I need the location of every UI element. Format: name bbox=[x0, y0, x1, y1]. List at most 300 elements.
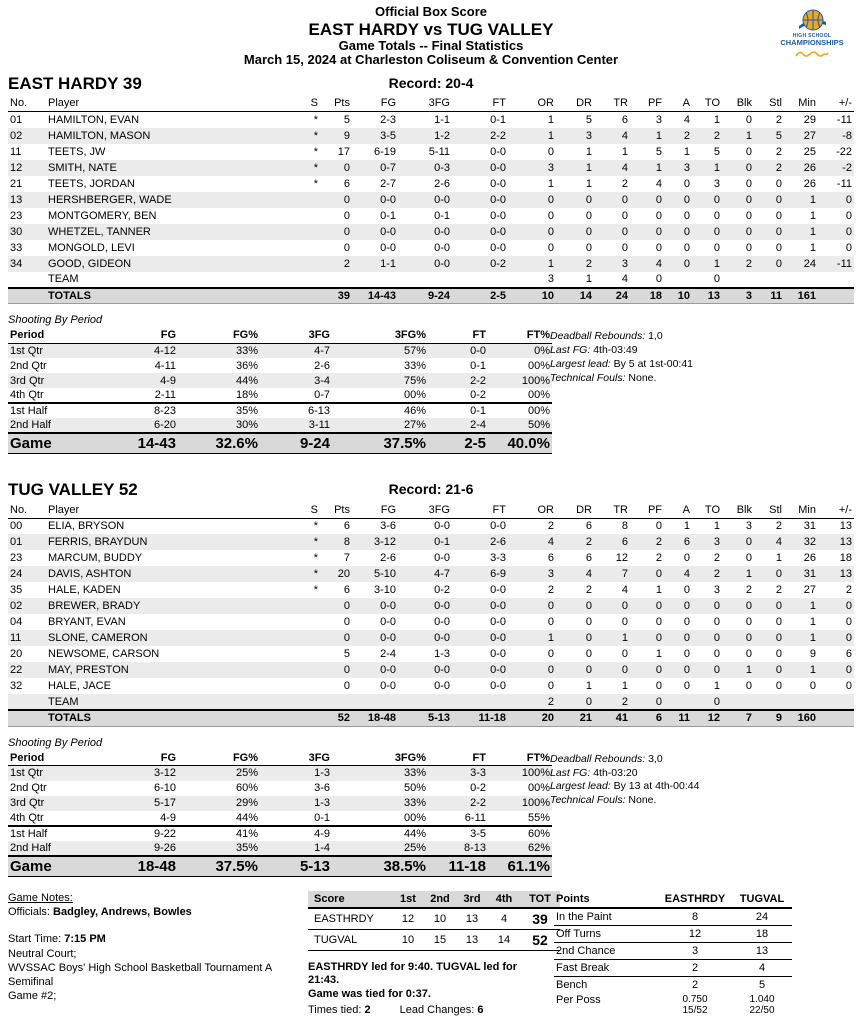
matchup-title: EAST HARDY vs TUG VALLEY bbox=[308, 19, 554, 39]
tug-valley-heading bbox=[8, 480, 854, 502]
cell: 0 bbox=[713, 616, 720, 629]
cell: 00% bbox=[527, 389, 550, 402]
cell: 2 bbox=[713, 552, 720, 565]
cell: 0-0 bbox=[490, 193, 506, 206]
cell bbox=[300, 614, 320, 630]
cell: 0 bbox=[585, 600, 592, 613]
note-line bbox=[550, 372, 693, 386]
tug-valley-shooting-table bbox=[8, 751, 552, 877]
player-row bbox=[8, 224, 854, 240]
cell bbox=[8, 694, 42, 710]
cell: NEWSOME, CARSON bbox=[48, 648, 160, 661]
column-header: OR bbox=[537, 503, 554, 516]
cell: 0-0 bbox=[380, 193, 396, 206]
cell: 0-0 bbox=[490, 584, 506, 597]
player-row bbox=[8, 240, 854, 256]
note-value: None. bbox=[628, 794, 657, 807]
cell: 0 bbox=[745, 209, 752, 222]
cell: 10 bbox=[541, 289, 554, 302]
shooting-by-period-title: Shooting By Period bbox=[8, 736, 103, 749]
cell: 100% bbox=[521, 767, 550, 780]
cell: 20 bbox=[10, 648, 23, 661]
cell: 0 bbox=[775, 241, 782, 254]
tournament-line: WVSSAC Boys' High School Basketball Tournament A Semifinal bbox=[8, 961, 272, 989]
cell: 27% bbox=[403, 419, 426, 432]
player-row bbox=[8, 678, 854, 694]
cell: 25% bbox=[235, 767, 258, 780]
east-hardy-box-table bbox=[8, 96, 854, 305]
cell: WHETZEL, TANNER bbox=[48, 225, 151, 238]
cell: 33% bbox=[403, 359, 426, 372]
cell: 0-1 bbox=[434, 536, 450, 549]
cell: 1 bbox=[809, 632, 816, 645]
column-header: 3FG bbox=[428, 503, 450, 516]
column-header: A bbox=[682, 503, 690, 516]
cell bbox=[398, 272, 452, 288]
cell: 35 bbox=[10, 584, 23, 597]
cell: 0 bbox=[713, 241, 720, 254]
player-row bbox=[8, 176, 854, 192]
cell: 0 bbox=[621, 241, 628, 254]
column-header: DR bbox=[576, 97, 592, 110]
period-row bbox=[8, 766, 552, 781]
cell: 0-1 bbox=[314, 811, 330, 824]
cell: 50% bbox=[403, 782, 426, 795]
cell: 0-0 bbox=[434, 241, 450, 254]
cell: EASTHRDY bbox=[314, 912, 374, 925]
cell: 0 bbox=[745, 241, 752, 254]
cell: 3 bbox=[547, 568, 554, 581]
cell: 2nd Chance bbox=[556, 944, 616, 957]
cell: 2-6 bbox=[434, 177, 450, 190]
cell: 6 bbox=[343, 177, 350, 190]
cell: 0 bbox=[745, 632, 752, 645]
cell: 23 bbox=[10, 552, 23, 565]
cell: 2 bbox=[745, 257, 752, 270]
cell: 0 bbox=[343, 632, 350, 645]
column-header: EASTHRDY bbox=[664, 892, 726, 905]
cell: 0 bbox=[343, 616, 350, 629]
column-header: 4th bbox=[495, 892, 513, 905]
cell bbox=[452, 694, 508, 710]
cell: 1 bbox=[745, 664, 752, 677]
cell: 0 bbox=[845, 664, 852, 677]
cell: -8 bbox=[842, 129, 852, 142]
cell: 33% bbox=[403, 797, 426, 810]
cell: 36% bbox=[235, 359, 258, 372]
cell: 0 bbox=[621, 600, 628, 613]
column-header: Player bbox=[48, 503, 80, 516]
cell: 2 bbox=[775, 584, 782, 597]
cell: 0-0 bbox=[380, 632, 396, 645]
cell: 50% bbox=[527, 419, 550, 432]
note-label: Largest lead: bbox=[550, 780, 614, 793]
column-header: DR bbox=[576, 503, 592, 516]
cell: 0 bbox=[745, 680, 752, 693]
cell: 0-0 bbox=[490, 600, 506, 613]
column-header: 3FG% bbox=[394, 751, 426, 764]
cell bbox=[300, 272, 320, 288]
cell: 6-10 bbox=[153, 782, 176, 795]
cell: * bbox=[313, 129, 318, 142]
player-row bbox=[8, 694, 854, 710]
cell bbox=[722, 272, 754, 288]
east-hardy-shooting-section bbox=[8, 314, 854, 454]
cell: 13 bbox=[465, 912, 479, 925]
cell: 39 bbox=[337, 289, 350, 302]
cell: 11 bbox=[770, 289, 782, 302]
cell: 3rd Qtr bbox=[10, 374, 45, 387]
cell: 5-11 bbox=[428, 145, 450, 158]
cell: 00% bbox=[527, 359, 550, 372]
cell: 2-4 bbox=[470, 419, 486, 432]
cell: 12 bbox=[615, 552, 628, 565]
cell: 6 bbox=[547, 552, 554, 565]
cell: 2-5 bbox=[464, 435, 486, 453]
cell: 0 bbox=[745, 536, 752, 549]
cell: 0 bbox=[585, 225, 592, 238]
cell: 0 bbox=[713, 664, 720, 677]
cell: 22 bbox=[10, 664, 23, 677]
cell: 0 bbox=[655, 664, 662, 677]
cell: 0 bbox=[845, 209, 852, 222]
cell: 3 bbox=[713, 177, 720, 190]
cell: 0 bbox=[745, 600, 752, 613]
cell: 1 bbox=[547, 177, 554, 190]
note-value: 4th-03:49 bbox=[593, 344, 638, 357]
cell: 33% bbox=[235, 344, 258, 357]
cell: 0 bbox=[547, 616, 554, 629]
column-header-row bbox=[8, 502, 854, 518]
cell: 1 bbox=[655, 584, 662, 597]
cell: 0-0 bbox=[490, 632, 506, 645]
cell bbox=[754, 272, 784, 288]
cell: 1 bbox=[809, 225, 816, 238]
cell: 0 bbox=[683, 225, 690, 238]
cell: 0 bbox=[547, 193, 554, 206]
cell: 2-4 bbox=[380, 648, 396, 661]
cell: 1st Qtr bbox=[10, 344, 44, 357]
cell: 1 bbox=[547, 129, 554, 142]
cell: 32 bbox=[10, 680, 23, 693]
cell: 0 bbox=[845, 616, 852, 629]
note-line bbox=[550, 767, 699, 781]
cell: 4th Qtr bbox=[10, 389, 44, 402]
cell bbox=[300, 288, 320, 304]
cell: 9-24 bbox=[427, 289, 450, 302]
column-header: 1st bbox=[400, 892, 416, 905]
cell: 7 bbox=[621, 568, 628, 581]
cell: 2-6 bbox=[490, 536, 506, 549]
cell: 1.040 22/50 bbox=[749, 993, 775, 1017]
cell: 9-26 bbox=[153, 841, 176, 854]
column-header: 3FG% bbox=[394, 329, 426, 342]
cell: TUGVAL bbox=[314, 933, 358, 946]
cell: 18 bbox=[755, 927, 769, 940]
column-header: TO bbox=[704, 503, 720, 516]
cell: 10 bbox=[677, 289, 690, 302]
note-value: None. bbox=[628, 371, 657, 384]
note-value: 1,0 bbox=[648, 330, 663, 343]
points-row bbox=[554, 908, 792, 926]
cell: 0 bbox=[775, 257, 782, 270]
cell: 1 bbox=[547, 257, 554, 270]
cell: 0 bbox=[585, 695, 592, 708]
cell: 4 bbox=[500, 912, 508, 925]
cell: 2 bbox=[547, 695, 554, 708]
cell: 1 bbox=[585, 680, 592, 693]
column-header: FG% bbox=[232, 751, 258, 764]
cell bbox=[320, 694, 352, 710]
column-header: FT bbox=[472, 751, 486, 764]
cell: 1 bbox=[713, 161, 720, 174]
cell: 2-5 bbox=[490, 289, 506, 302]
cell: 0 bbox=[621, 193, 628, 206]
cell: 8-13 bbox=[463, 841, 486, 854]
cell: 0 bbox=[845, 241, 852, 254]
cell: 0 bbox=[621, 225, 628, 238]
cell: 0 bbox=[775, 616, 782, 629]
column-header: 3FG bbox=[308, 329, 330, 342]
cell: 1 bbox=[809, 209, 816, 222]
cell: 35% bbox=[235, 841, 258, 854]
cell: 8-23 bbox=[153, 405, 176, 418]
cell: 6-19 bbox=[373, 145, 396, 158]
cell: 0 bbox=[683, 209, 690, 222]
column-header: S bbox=[310, 97, 318, 110]
cell: 2nd Half bbox=[10, 841, 51, 854]
cell: MONTGOMERY, BEN bbox=[48, 209, 157, 222]
cell bbox=[300, 598, 320, 614]
cell: 1-2 bbox=[434, 129, 450, 142]
cell: 0 bbox=[547, 664, 554, 677]
cell: 2 bbox=[621, 695, 628, 708]
cell: 0 bbox=[547, 600, 554, 613]
cell: SLONE, CAMERON bbox=[48, 632, 148, 645]
cell: MONGOLD, LEVI bbox=[48, 241, 135, 254]
player-row bbox=[8, 160, 854, 176]
cell: 2 bbox=[691, 961, 699, 974]
cell: TEETS, JORDAN bbox=[48, 177, 135, 190]
cell: 02 bbox=[10, 600, 23, 613]
cell: 0-0 bbox=[490, 680, 506, 693]
cell: 14-43 bbox=[137, 435, 176, 453]
cell: 100% bbox=[521, 797, 550, 810]
column-header: TR bbox=[613, 503, 628, 516]
cell: 5 bbox=[758, 978, 766, 991]
cell: 0 bbox=[683, 552, 690, 565]
cell: 57% bbox=[403, 344, 426, 357]
cell: 0-0 bbox=[434, 664, 450, 677]
cell: 60% bbox=[235, 782, 258, 795]
cell: 0 bbox=[343, 680, 350, 693]
cell: 0 bbox=[845, 680, 852, 693]
cell: 5-10 bbox=[373, 568, 396, 581]
cell: 0 bbox=[343, 209, 350, 222]
cell: 1 bbox=[585, 273, 592, 286]
player-row bbox=[8, 598, 854, 614]
half-row bbox=[8, 403, 552, 418]
cell: 0 bbox=[585, 616, 592, 629]
cell: 2 bbox=[585, 257, 592, 270]
cell: 2nd Qtr bbox=[10, 359, 47, 372]
cell: 2 bbox=[691, 978, 699, 991]
cell: 3-4 bbox=[314, 374, 330, 387]
cell bbox=[300, 694, 320, 710]
cell bbox=[352, 694, 398, 710]
player-row bbox=[8, 630, 854, 646]
cell: 1 bbox=[745, 129, 752, 142]
cell: 11 bbox=[678, 712, 690, 725]
cell: * bbox=[313, 520, 318, 533]
column-header-row bbox=[8, 96, 854, 112]
cell: 0-2 bbox=[434, 584, 450, 597]
column-header: No. bbox=[10, 97, 28, 110]
period-row bbox=[8, 388, 552, 403]
cell: -11 bbox=[836, 113, 852, 126]
cell: 11-18 bbox=[478, 712, 506, 725]
cell: 0 bbox=[547, 225, 554, 238]
cell: In the Paint bbox=[556, 910, 612, 923]
cell: 4-12 bbox=[153, 344, 176, 357]
cell: 0-0 bbox=[490, 225, 506, 238]
cell: 100% bbox=[521, 374, 550, 387]
cell: 6 bbox=[585, 552, 592, 565]
column-header: FT% bbox=[526, 751, 550, 764]
team-name-score: EAST HARDY 39 bbox=[8, 73, 142, 93]
cell: 12 bbox=[707, 712, 720, 725]
game-number-line: Game #2; bbox=[8, 990, 57, 1003]
column-header: 3rd bbox=[463, 892, 481, 905]
column-header: FG bbox=[160, 329, 176, 342]
cell: 6-20 bbox=[153, 419, 176, 432]
cell: 0 bbox=[343, 225, 350, 238]
cell: 0 bbox=[547, 209, 554, 222]
cell: 18 bbox=[839, 552, 852, 565]
cell: 2nd Half bbox=[10, 419, 51, 432]
note-label: Last FG: bbox=[550, 766, 594, 779]
cell: 0 bbox=[683, 664, 690, 677]
column-header: +/- bbox=[838, 503, 852, 516]
cell: 1 bbox=[547, 632, 554, 645]
cell: 0 bbox=[775, 225, 782, 238]
cell: 13 bbox=[465, 933, 479, 946]
cell bbox=[300, 630, 320, 646]
lead-summary bbox=[308, 961, 543, 1018]
cell: 1 bbox=[683, 145, 690, 158]
cell: 75% bbox=[403, 374, 426, 387]
cell: 5-17 bbox=[153, 797, 176, 810]
cell: 21 bbox=[579, 712, 592, 725]
cell: GOOD, GIDEON bbox=[48, 257, 132, 270]
cell: 0-1 bbox=[380, 209, 396, 222]
cell: Per Poss bbox=[556, 993, 601, 1006]
cell: DAVIS, ASHTON bbox=[48, 568, 132, 581]
east-hardy-shooting-table bbox=[8, 328, 552, 454]
cell: 24 bbox=[10, 568, 23, 581]
cell: 2 bbox=[621, 177, 628, 190]
cell: 1-3 bbox=[434, 648, 450, 661]
cell: 2 bbox=[745, 584, 752, 597]
footer-section bbox=[8, 891, 854, 1019]
cell: 0 bbox=[745, 193, 752, 206]
cell: 0-7 bbox=[380, 161, 396, 174]
lead-changes-label: Lead Changes: bbox=[399, 1003, 475, 1016]
cell: 0 bbox=[745, 161, 752, 174]
cell: 2 bbox=[845, 584, 852, 597]
cell: 12 bbox=[688, 927, 702, 940]
logo-text-main: CHAMPIONSHIPS bbox=[780, 38, 844, 47]
points-row bbox=[554, 959, 792, 976]
cell: 0 bbox=[713, 632, 720, 645]
times-tied-label: Times tied: bbox=[308, 1003, 362, 1016]
cell: 160 bbox=[797, 712, 816, 725]
cell: 4-9 bbox=[160, 811, 176, 824]
cell: 40.0% bbox=[507, 435, 550, 453]
cell: 0 bbox=[621, 664, 628, 677]
cell: TEAM bbox=[48, 695, 79, 708]
player-row bbox=[8, 646, 854, 662]
cell: TOTALS bbox=[48, 712, 91, 725]
cell: 38.5% bbox=[383, 857, 426, 875]
cell: 3-3 bbox=[490, 552, 506, 565]
cell: 1 bbox=[655, 161, 662, 174]
cell: 11 bbox=[10, 145, 22, 158]
cell: Game bbox=[10, 435, 52, 453]
cell: 6 bbox=[621, 113, 628, 126]
cell: SMITH, NATE bbox=[48, 161, 117, 174]
cell: 0-7 bbox=[314, 389, 330, 402]
cell: * bbox=[313, 161, 318, 174]
cell: 3 bbox=[713, 536, 720, 549]
column-header: FT% bbox=[526, 329, 550, 342]
cell: 4 bbox=[683, 113, 690, 126]
column-header: TR bbox=[613, 97, 628, 110]
cell: 0 bbox=[745, 145, 752, 158]
note-line bbox=[550, 358, 693, 372]
player-row bbox=[8, 566, 854, 582]
cell: 0-0 bbox=[490, 177, 506, 190]
cell: 2 bbox=[713, 129, 720, 142]
cell: 30 bbox=[10, 225, 23, 238]
column-header: 2nd bbox=[430, 892, 450, 905]
cell: 0 bbox=[775, 664, 782, 677]
tied-time-line: Game was tied for 0:37. bbox=[308, 988, 431, 1001]
note-line bbox=[550, 794, 699, 808]
cell: HALE, JACE bbox=[48, 680, 111, 693]
cell: 46% bbox=[403, 405, 426, 418]
cell: 31 bbox=[803, 520, 816, 533]
note-line bbox=[550, 753, 699, 767]
cell: 10 bbox=[433, 912, 447, 925]
cell: TEETS, JW bbox=[48, 145, 106, 158]
cell: 0-0 bbox=[434, 552, 450, 565]
game-date-venue: March 15, 2024 at Charleston Coliseum & Convention Center bbox=[243, 52, 619, 68]
cell: 3 bbox=[713, 584, 720, 597]
cell: 2 bbox=[547, 520, 554, 533]
cell: Game bbox=[10, 857, 52, 875]
column-header: Pts bbox=[334, 503, 350, 516]
cell: 6 bbox=[845, 648, 852, 661]
cell: 0 bbox=[809, 680, 816, 693]
cell: 3 bbox=[547, 161, 554, 174]
cell: 29% bbox=[235, 797, 258, 810]
cell: 0 bbox=[585, 664, 592, 677]
cell: 52 bbox=[532, 931, 548, 948]
cell: 9 bbox=[343, 129, 350, 142]
cell bbox=[722, 694, 754, 710]
cell: 3 bbox=[745, 520, 752, 533]
